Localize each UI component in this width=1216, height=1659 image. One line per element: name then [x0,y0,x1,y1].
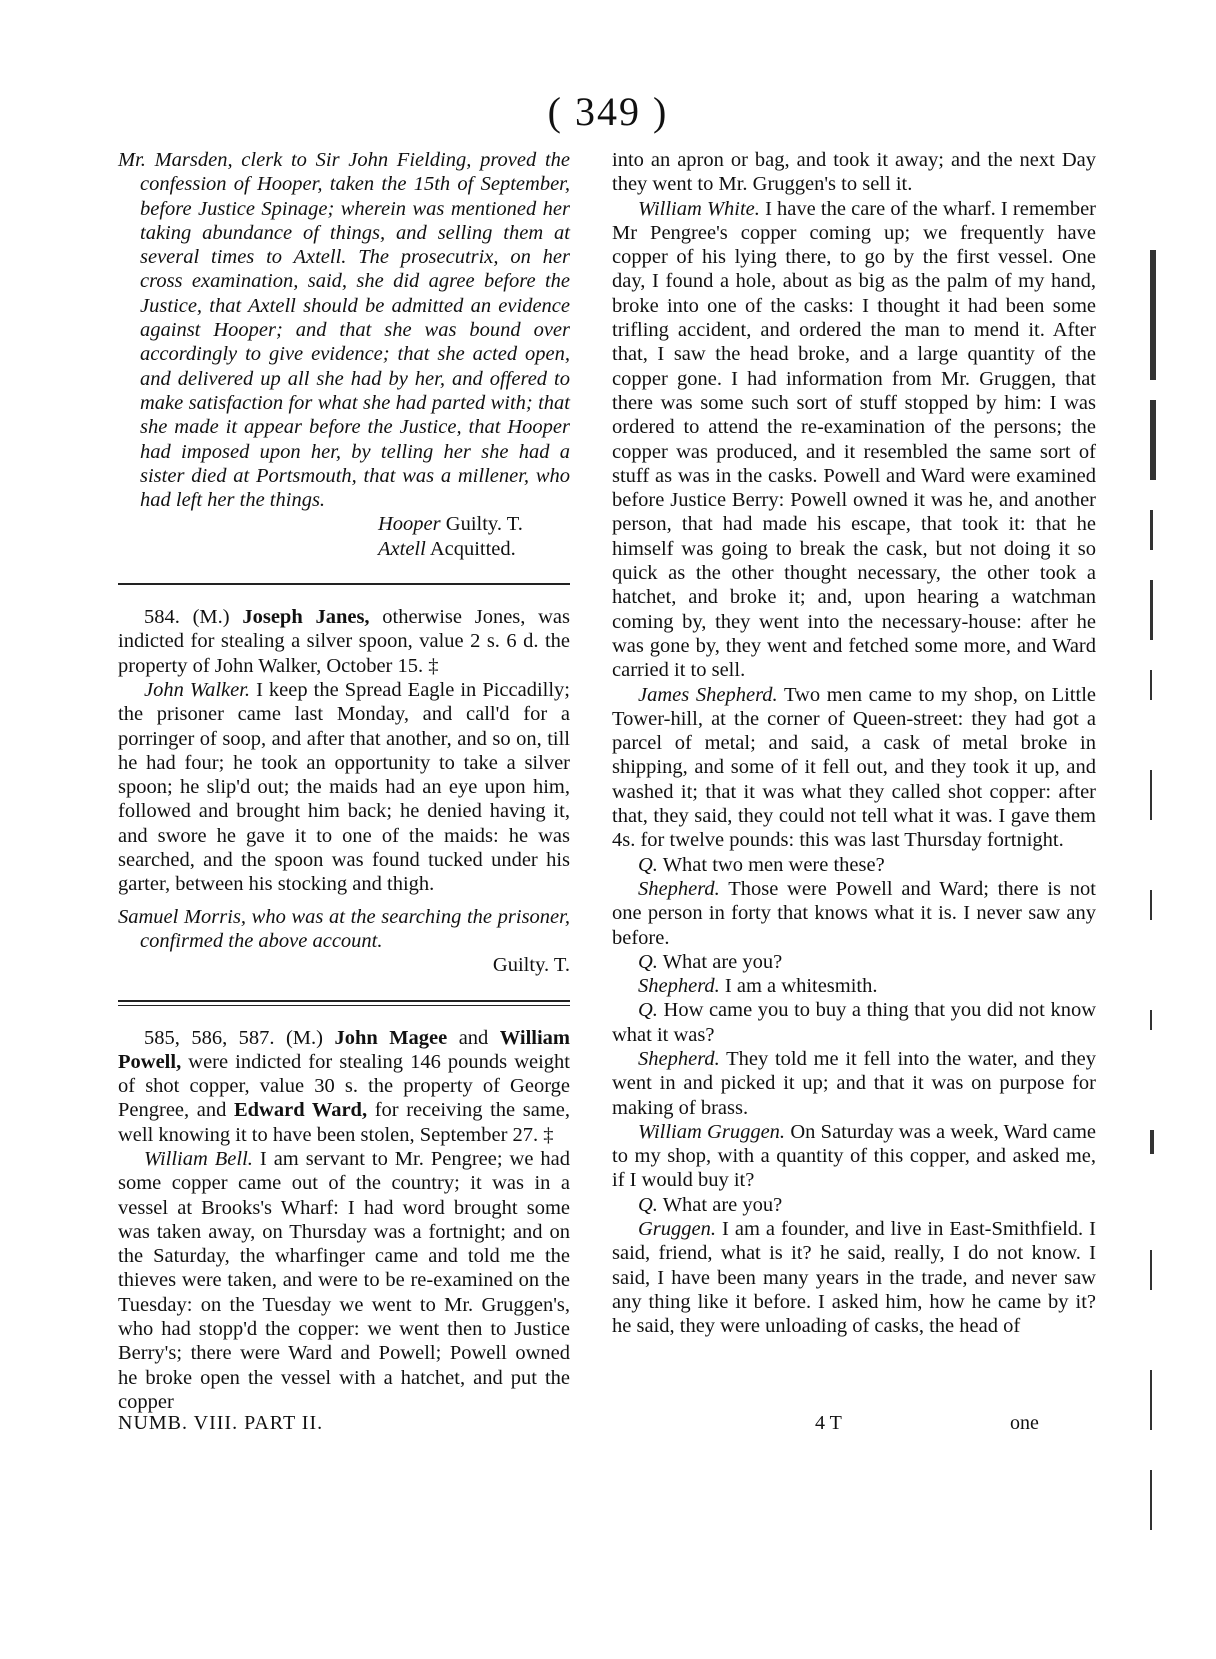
case-585-heading [118,1026,570,1147]
verdict-axtell [118,537,570,561]
footer-catchword: one [1010,1412,1039,1434]
walker-text: I keep the Spread Eagle in Piccadilly; the prisoner came last Monday, and call'd for a porringer of soop, and after that another, and so on, till he had four; he took an opportunity to take a silver spoon; he slip'd out; the maids had an eye upon him, followed and brought him back; he denied having it, and swore he gave it to one of the maids: he was searched, and the spoon was found tucked under his garter, between his stocking and thigh. [118,678,570,896]
shepherd-speaker: Shepherd. [638,975,720,998]
case-584-defendant: Joseph Janes, [242,606,370,629]
white-speaker: William White. [638,197,760,220]
case-585-indictment-2: for receiving the same, well knowing it to have been stolen, September 27. ‡ [118,1099,570,1146]
verdict-axtell-text: Acquitted. [429,537,516,560]
right-column [612,148,1096,1339]
morris-testimony: Samuel Morris, who was at the searching the prisoner, confirmed the above account. [118,905,570,952]
question-3 [612,998,1096,1047]
question-text: What are you? [662,1193,783,1216]
question-label: Q. [638,853,658,876]
question-text: How came you to buy a thing that you did not know what it was? [612,999,1096,1046]
shepherd-answer-1 [612,877,1096,950]
bell-testimony [118,1147,570,1414]
verdict-axtell-name: Axtell [378,537,426,560]
case-584-heading [118,605,570,678]
answer-text: I am a founder, and live in East-Smithfield. I said, friend, what is it? he said, really, I do not know. I said, I have been many years in the trade, and never saw any thing like it before. I asked him, how he came by it? he said, they were unloading of casks, the head of [612,1218,1096,1338]
question-2 [612,950,1096,974]
marsden-testimony: Mr. Marsden, clerk to Sir John Fielding, proved the confession of Hooper, taken the 15th of September, before Justice Spinage; wherein was mentioned her taking abundance of things, and selling them at several times to Axtell. The prosecutrix, on her cross examination, said, she did agree before the Justice, that Axtell should be admitted an evidence against Hooper; and that she was bound over accordingly to give evidence; that she acted open, and delivered up all she had by her, and offered to make satisfaction for what she had parted with; that she made it appear before the Justice, that Hooper had imposed upon her, by telling her she had a sister died at Portsmouth, that was a millener, who had left her the things. [118,149,570,512]
white-testimony [612,197,1096,683]
shepherd-answer-2 [612,974,1096,998]
question-label: Q. [638,1193,658,1216]
section-divider [118,1000,570,1006]
gruggen-speaker: Gruggen. [638,1218,717,1241]
bell-speaker: William Bell. [144,1147,253,1170]
gruggen-testimony [612,1120,1096,1193]
case-585-and: and [458,1026,489,1049]
section-divider [118,583,570,585]
page-number: ( 349 ) [547,89,669,134]
verdict-584: Guilty. T. [492,954,570,977]
question-4 [612,1193,1096,1217]
shepherd-answer-3 [612,1047,1096,1120]
shepherd-text: Two men came to my shop, on Little Tower-hill, at the corner of Queen-street: they had got a parcel of metal; and said, a cask of metal broke in shipping, and some of it fell out, and they took it up, and washed it; that it was what they called shot copper: after that, they said, they could not tell what it was. I gave them 4s. for twelve pounds: this was last Thursday fortnight. [612,683,1096,852]
answer-text: Those were Powell and Ward; there is not one person in forty that knows what it is. I never saw any before. [612,877,1096,949]
gruggen-answer [612,1217,1096,1338]
margin-scan-artifacts [1150,250,1180,1550]
answer-text: I am a whitesmith. [724,975,878,998]
case-585-number: 585, 586, 587. (M.) [144,1026,323,1049]
question-label: Q. [638,950,658,973]
question-text: What two men were these? [662,853,885,876]
gruggen-speaker: William Gruggen. [638,1120,786,1143]
shepherd-speaker: Shepherd. [638,1047,720,1070]
shepherd-testimony [612,683,1096,853]
case-585-defendant-magee: John Magee [334,1026,448,1049]
case-585-defendant-powell: William Powell, [118,1026,571,1073]
question-1 [612,853,1096,877]
gruggen-text: On Saturday was a week, Ward came to my shop, with a quantity of this copper, and asked me, if I would buy it? [612,1120,1096,1192]
case-585-indictment-1: were indicted for stealing 146 pounds weight of shot copper, value 30 s. the property of George Pengree, and [118,1050,570,1122]
case-585-defendant-ward: Edward Ward, [233,1099,368,1122]
question-text: What are you? [662,950,783,973]
footer-number: NUMB. VIII. PART II. [118,1412,324,1434]
shepherd-speaker: Shepherd. [638,877,720,900]
answer-text: They told me it fell into the water, and they went in and picked it up; and that it was on purpose for making of brass. [612,1047,1096,1119]
verdict-hooper [118,512,570,536]
verdict-hooper-name: Hooper [378,513,441,536]
left-column [118,148,570,1414]
bell-testimony-continued: into an apron or bag, and took it away; and the next Day they went to Mr. Gruggen's to sell it. [612,149,1096,196]
footer-signature: 4 T [815,1412,842,1434]
white-text: I have the care of the wharf. I remember Mr Pengree's copper coming up; we frequently have copper of his lying there, to go by the first vessel. One day, I found a hole, about as big as the palm of my hand, broke into one of the casks: I thought it had been some trifling accident, and ordered the man to mend it. After that, I saw the head broke, and a large quantity of the copper gone. I had information from Mr. Gruggen, that there was some such sort of stuff stopped by him: I was ordered to attend the re-examination of the persons; the copper was produced, and it resembled the same sort of stuff as was in the casks. Powell and Ward were examined before Justice Berry: Powell owned it was he, and another person, that had made his escape, that took it: that he himself was going to break the cask, but not doing it so quick as the other thought necessary, the other took a hatchet, and broke it; and, upon hearing a watchman coming by, they went into the necessary-house: after he was gone by, they went and fetched some more, and Ward carried it to sell. [612,197,1097,682]
case-584-number: 584. (M.) [144,606,230,629]
verdict-hooper-text: Guilty. T. [445,513,523,536]
shepherd-speaker: James Shepherd. [638,683,778,706]
bell-text: I am servant to Mr. Pengree; we had some copper came out of the country; it was in a vessel at Brooks's Wharf: I had word brought some was taken away, on Thursday was a fortnight; and on the Saturday, the wharfinger came and told me the thieves were taken, and were to be re-examined on the Tuesday: on the Tuesday we went to Mr. Gruggen's, who had stopp'd the copper: we went then to Justice Berry's; there were Ward and Powell; Powell owned he broke open the vessel with a hatchet, and put the copper [118,1147,571,1413]
walker-testimony [118,678,570,897]
question-label: Q. [638,999,658,1022]
walker-speaker: John Walker. [144,678,251,701]
case-584-indictment: otherwise Jones, was indicted for stealing a silver spoon, value 2 s. 6 d. the property of John Walker, October 15. ‡ [118,606,571,677]
